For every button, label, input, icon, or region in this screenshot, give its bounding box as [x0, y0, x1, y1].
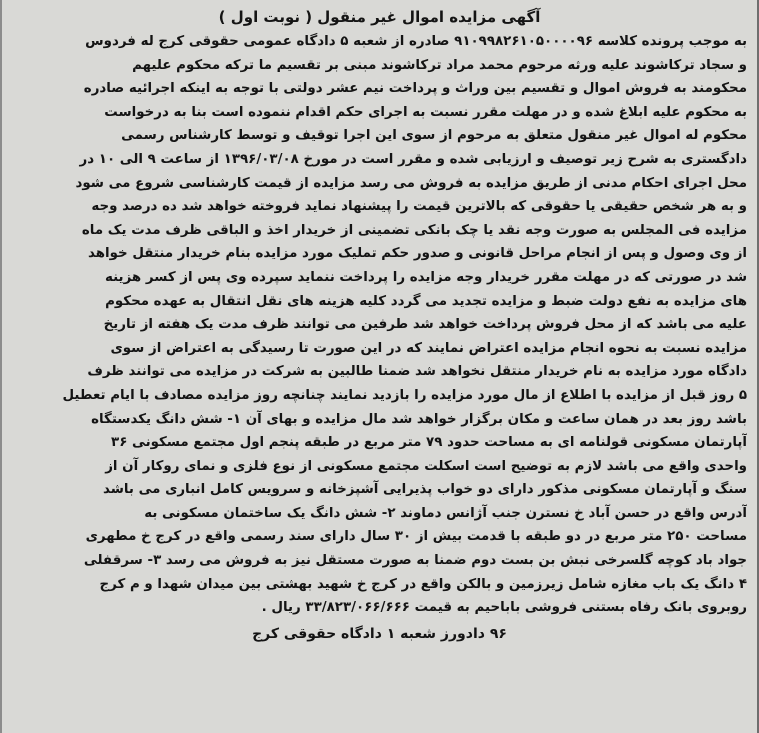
notice-line: دادگاه مورد مزایده به نام خریدار منتقل نخواهد شد ضمنا طالبین به شرکت در مزایده می توانند ظرف [87, 364, 747, 380]
notice-line: سنگ و آپارتمان مسکونی مذکور دارای دو خواب پذیرایی آشپزخانه و سرویس کامل انباری می باشد [102, 482, 747, 498]
notice-line: مزایده فی المجلس به صورت وجه نقد یا چک بانکی تضمینی از خریدار اخذ و الباقی ظرف مدت یک ماه [81, 222, 747, 238]
notice-line: محکوم له اموال غیر منقول متعلق به مرحوم از سوی این اجرا توقیف و توسط کارشناس رسمی [121, 128, 747, 144]
notice-signature: ۹۶ دادورز شعبه ۱ دادگاه حقوقی کرج [252, 625, 507, 642]
notice-line: به محکوم علیه ابلاغ شده و در مهلت مقرر نسبت به اجرای حکم اقدام ننموده است بنا به درخواست [104, 104, 747, 120]
notice-line: و سجاد ترکاشوند علیه ورثه مرحوم محمد مراد ترکاشوند مبنی بر تقسیم ما ترکه محکوم علیهم [132, 57, 747, 73]
notice-line: دادگستری به شرح زیر توصیف و ارزیابی شده و مقرر است در مورخ ۱۳۹۶/۰۳/۰۸ از ساعت ۹ الی ۱۰ در [79, 151, 747, 167]
notice-line: آپارتمان مسکونی قولنامه ای به مساحت حدود ۷۹ متر مربع در طبقه پنجم اول مجتمع مسکونی ۳۶ [111, 435, 747, 451]
notice-line: مساحت ۲۵۰ متر مربع در دو طبقه با قدمت بیش از ۳۰ سال دارای سند رسمی واقع در کرج خ مطهری [85, 529, 747, 545]
notice-line: های مزایده به نفع دولت ضبط و مزایده تجدید می گردد کلیه هزینه های نقل انتقال به عهده محکوم [105, 293, 747, 309]
notice-title: آگهی مزایده اموال غیر منقول ( نوبت اول ) [218, 8, 541, 26]
notice-line: باشد روز بعد در همان ساعت و مکان برگزار خواهد شد مال مزایده و بهای آن ۱- شش دانگ یکدستگاه [91, 411, 747, 427]
notice-line: ۴ دانگ یک باب مغازه شامل زیرزمین و بالکن واقع در کرج خ شهید بهشتی بین میدان شهدا و م کرج [99, 576, 747, 592]
notice-line: محل اجرای احکام مدنی از طریق مزایده به فروش می رسد مزایده از قیمت کارشناسی شروع می شود [75, 175, 747, 191]
notice-line: محکومند به فروش اموال و تقسیم بین وراث و پرداخت نیم عشر دولتی با توجه به اینکه اجرائیه صادره [83, 81, 747, 97]
notice-line: واحدی واقع می باشد لازم به توضیح است اسکلت مجتمع مسکونی از نوع فلزی و نمای روکار آن از [105, 458, 747, 474]
notice-line: مزایده نسبت به نحوه انجام مزایده اعتراض نمایند که در این صورت تا رسیدگی به اعتراض از سوی [110, 340, 747, 356]
notice-line: علیه می باشد که از محل فروش پرداخت خواهد شد طرفین می توانند ظرف مدت یک هفته از تاریخ [103, 317, 747, 333]
notice-line: و به هر شخص حقیقی یا حقوقی که بالاترین قیمت را پیشنهاد نماید فروخته خواهد شد ده درصد وجه [91, 199, 747, 215]
notice-line: آدرس واقع در حسن آباد خ نسترن جنب آژانس دماوند ۲- شش دانگ یک ساختمان مسکونی به [144, 505, 747, 521]
notice-line: روبروی بانک رفاه بستنی فروشی باباحیم به قیمت ۳۳/۸۲۳/۰۶۶/۶۶۶ ریال . [261, 600, 747, 616]
notice-line: شد در صورتی که در مهلت مقرر خریدار وجه مزایده را پرداخت ننماید سپرده وی پس از کسر هزینه [104, 269, 747, 285]
notice-line: از وی وصول و پس از انجام مراحل قانونی و صدور حکم تملیک مورد مزایده بنام خریدار منتقل خواهد [88, 246, 747, 262]
notice-line: جواد باد کوچه گلسرخی نبش بن بست دوم ضمنا به صورت مستقل نیز به فروش می رسد ۳- سرقفلی [83, 553, 747, 569]
notice-body [12, 30, 747, 620]
notice-line: به موجب پرونده کلاسه ۹۱۰۹۹۸۲۶۱۰۵۰۰۰۰۹۶ صادره از شعبه ۵ دادگاه عمومی حقوقی کرج له فردوس [85, 34, 747, 49]
notice-line: ۵ روز قبل از مزایده با اطلاع از مال مورد مزایده را بازدید نمایند چنانچه روز مزایده مصادف با ایام تعطیل [62, 387, 747, 403]
